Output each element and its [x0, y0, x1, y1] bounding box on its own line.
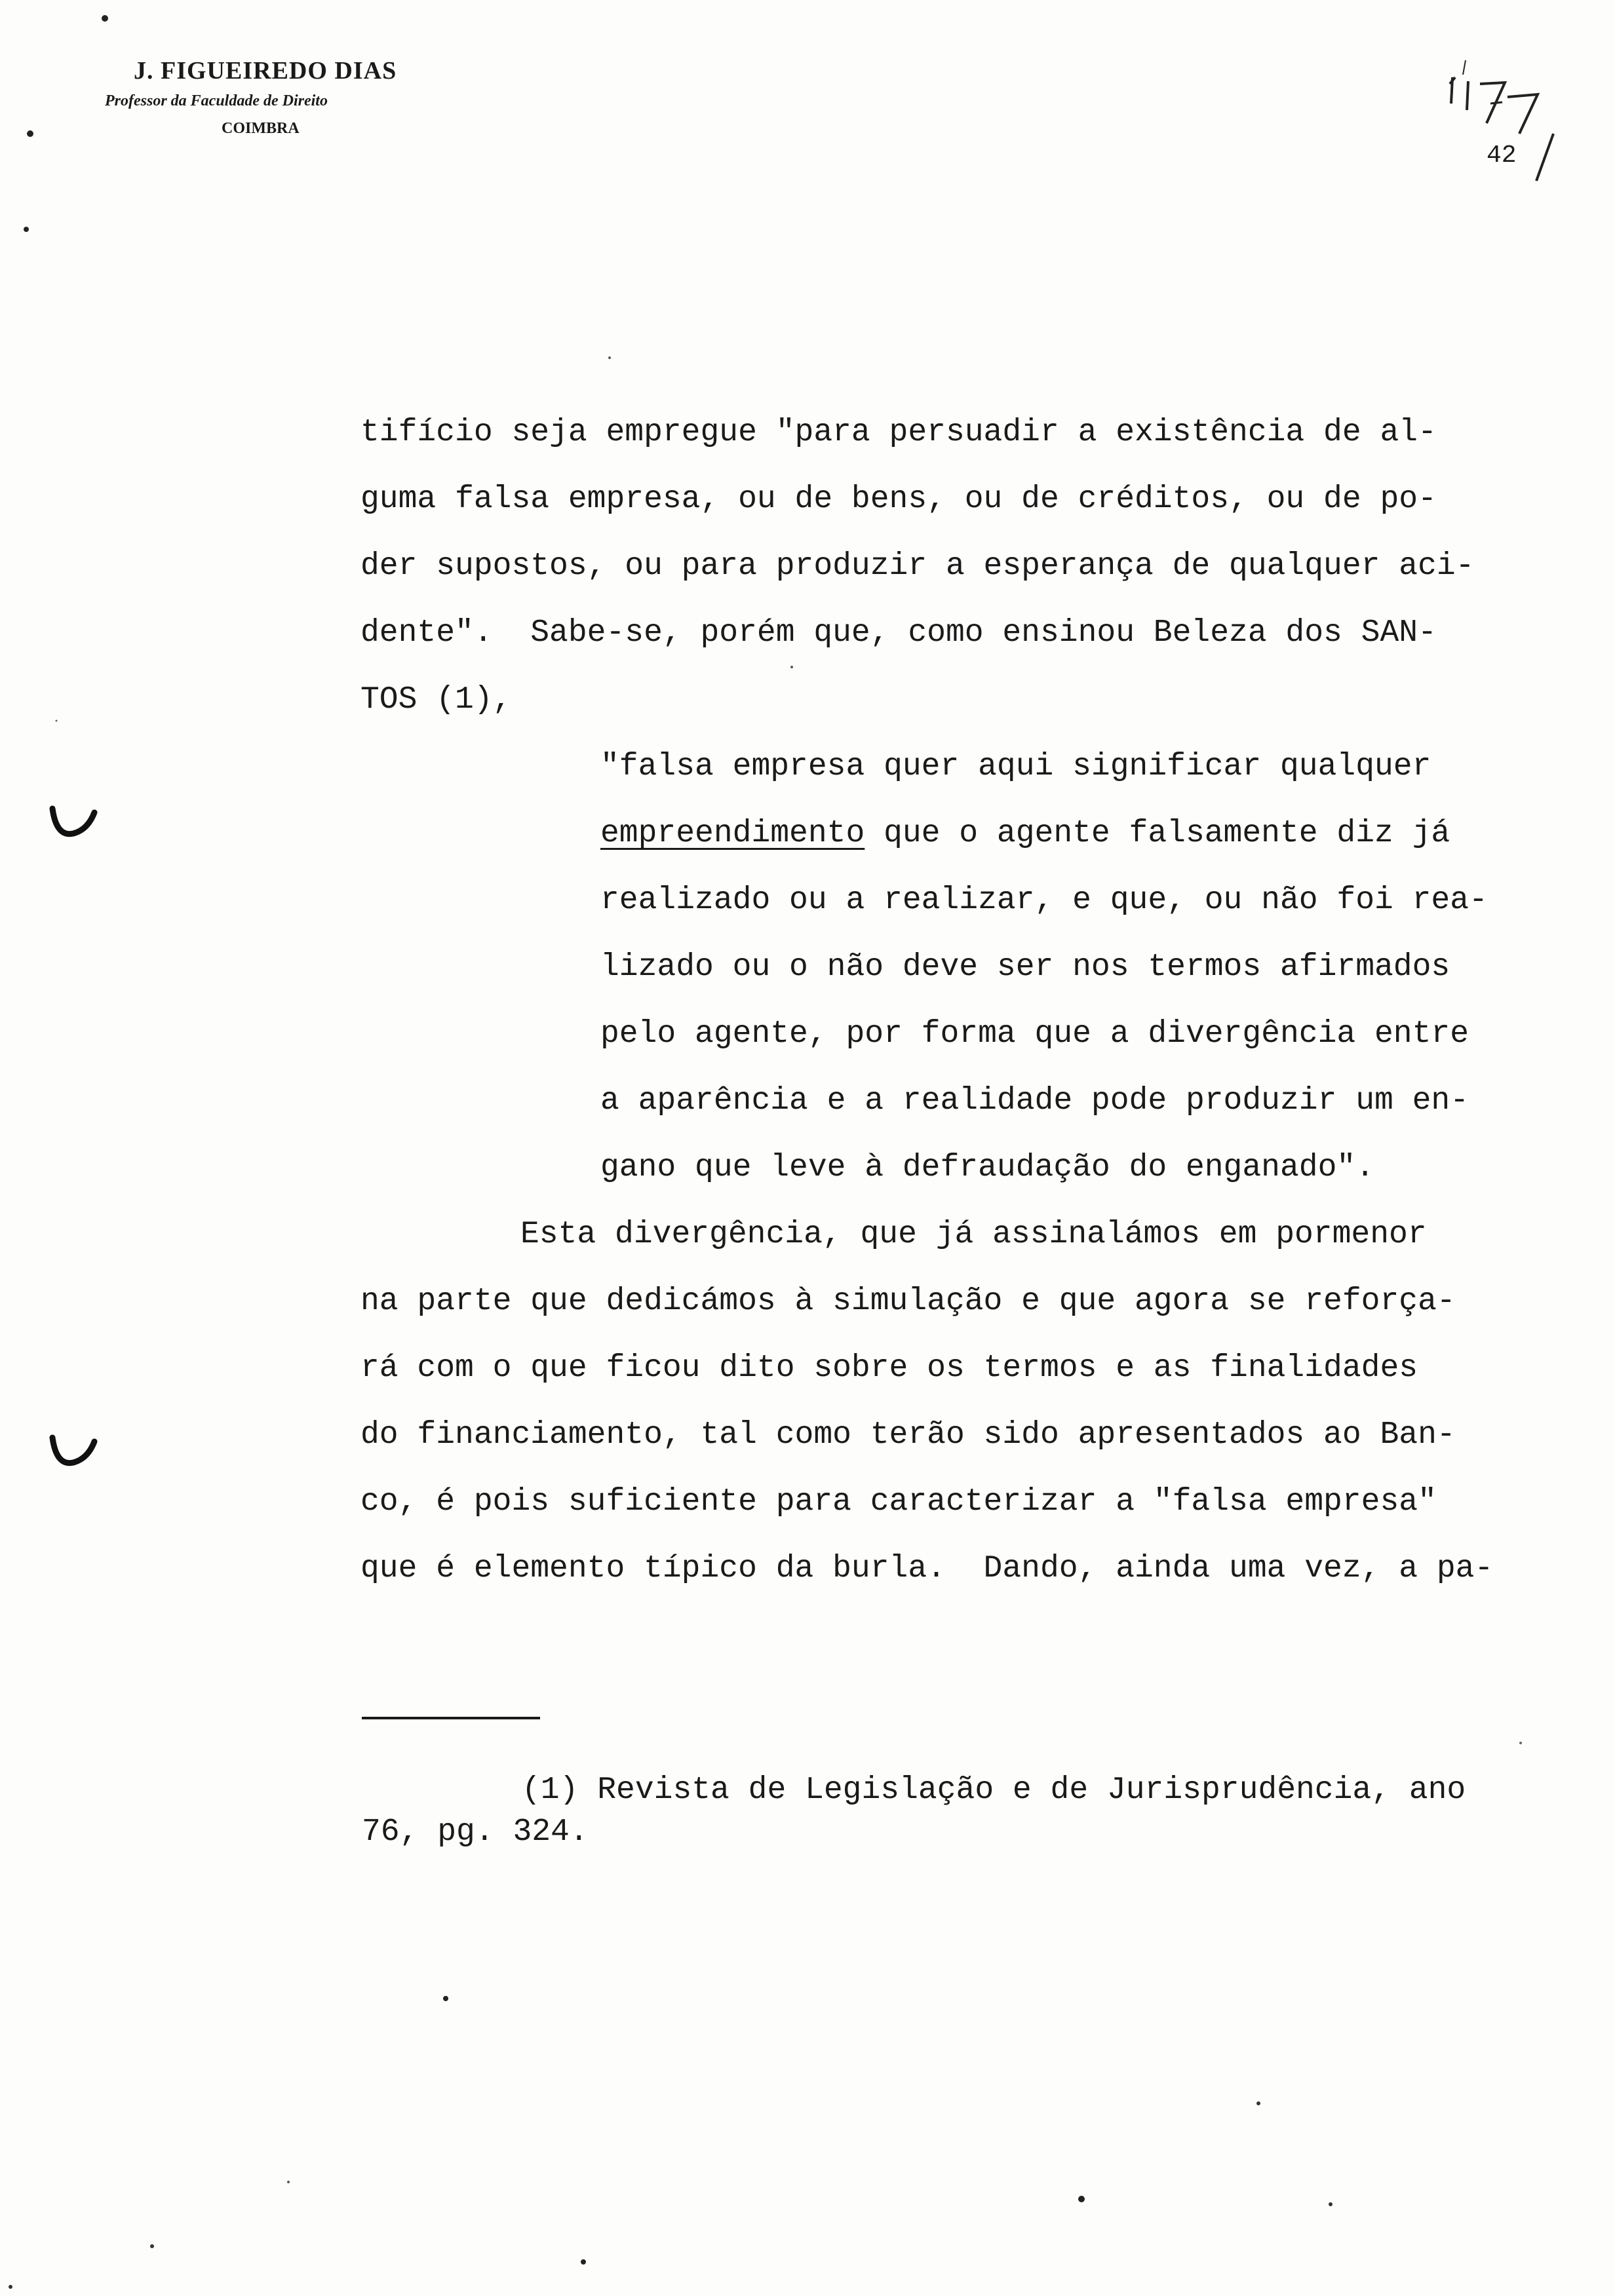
- quote-line: "falsa empresa quer aqui significar qualquer: [600, 749, 1431, 784]
- body-line: que é elemento típico da burla. Dando, ainda uma vez, a pa-: [360, 1551, 1494, 1586]
- quote-line: gano que leve à defraudação do enganado".: [600, 1150, 1374, 1185]
- body-line: tifício seja empregue "para persuadir a existência de al-: [360, 415, 1437, 450]
- body-line: dente". Sabe-se, porém que, como ensinou Beleza dos SAN-: [360, 615, 1437, 651]
- quote-line: realizado ou a realizar, e que, ou não foi rea-: [600, 883, 1488, 918]
- letterhead-name: J. FIGUEIREDO DIAS: [134, 57, 397, 85]
- body-line: der supostos, ou para produzir a esperança de qualquer aci-: [360, 548, 1475, 584]
- body-line: rá com o que ficou dito sobre os termos e as finalidades: [360, 1350, 1418, 1386]
- body-line: TOS (1),: [360, 682, 512, 718]
- body-line: guma falsa empresa, ou de bens, ou de créditos, ou de po-: [360, 482, 1437, 517]
- page-number: 42: [1487, 142, 1517, 170]
- footnote-line: (1) Revista de Legislação e de Jurisprudência, ano: [522, 1772, 1466, 1808]
- body-line: na parte que dedicámos à simulação e que agora se reforça-: [360, 1284, 1456, 1319]
- paragraph-first-line: Esta divergência, que já assinalámos em pormenor: [520, 1217, 1427, 1252]
- footnote-line: 76, pg. 324.: [362, 1814, 589, 1850]
- body-line: co, é pois suficiente para caracterizar a "falsa empresa": [360, 1484, 1437, 1520]
- quote-line: lizado ou o não deve ser nos termos afirmados: [600, 949, 1450, 985]
- quote-line-rest: que o agente falsamente diz já: [865, 816, 1450, 851]
- quote-line: a aparência e a realidade pode produzir um en-: [600, 1083, 1469, 1119]
- body-line: do financiamento, tal como terão sido apresentados ao Ban-: [360, 1417, 1456, 1453]
- letterhead-city: COIMBRA: [222, 120, 300, 137]
- underlined-word: empreendimento: [600, 816, 865, 851]
- letterhead-title: Professor da Faculdade de Direito: [105, 92, 328, 109]
- quote-line: pelo agente, por forma que a divergência entre: [600, 1016, 1469, 1052]
